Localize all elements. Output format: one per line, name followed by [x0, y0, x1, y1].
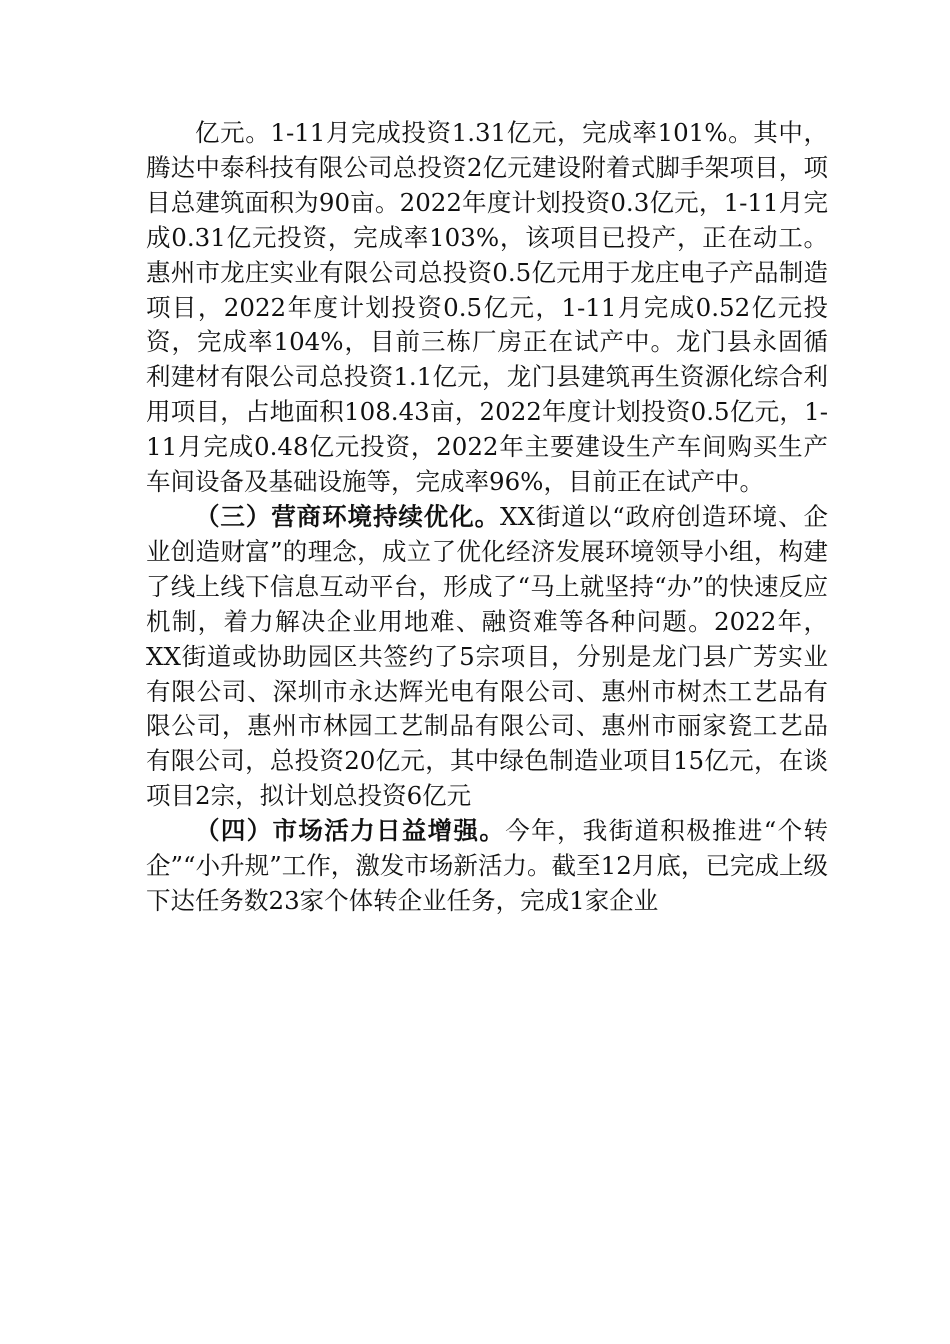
paragraph-text: 今年，我街道积极推进“个转企”“小升规”工作，激发市场新活力。截至12月底，已完成上级下达任务数23家个体转企业任务，完成1家企业	[146, 816, 828, 915]
paragraph-text: 亿元。1-11月完成投资1.31亿元，完成率101%。其中，腾达中泰科技有限公司总投资2亿元建设附着式脚手架项目，项目总建筑面积为90亩。2022年度计划投资0.3亿元，1-11月完成0.31亿元投资，完成率103%，该项目已投产，正在动工。惠州市龙庄实业有限公司总投资0.5亿元用于龙庄电子产品制造项目，2022年度计划投资0.5亿元，1-11月完成0.52亿元投资，完成率104%，目前三栋厂房正在试产中。龙门县永固循利建材有限公司总投资1.1亿元，龙门县建筑再生资源化综合利用项目，占地面积108.43亩，2022年度计划投资0.5亿元，1-11月完成0.48亿元投资，2022年主要建设生产车间购买生产车间设备及基础设施等，完成率96%，目前正在试产中。	[146, 118, 828, 497]
paragraph-heading: （三）营商环境持续优化。	[195, 501, 501, 531]
document-page	[146, 116, 828, 919]
paragraph-investment-projects	[146, 116, 828, 500]
paragraph-heading: （四）市场活力日益增强。	[195, 816, 506, 846]
paragraph-text: XX街道以“政府创造环境、企业创造财富”的理念，成立了优化经济发展环境领导小组，构建了线上线下信息互动平台，形成了“马上就坚持“办”的快速反应机制，着力解决企业用地难、融资难等各种问题。2022年，XX街道或协助园区共签约了5宗项目，分别是龙门县广芳实业有限公司、深圳市永达辉光电有限公司、惠州市树杰工艺品有限公司，惠州市林园工艺制品有限公司、惠州市丽家瓷工艺品有限公司，总投资20亿元，其中绿色制造业项目15亿元，在谈项目2宗，拟计划总投资6亿元	[146, 501, 828, 811]
paragraph-market-vitality	[146, 814, 828, 919]
paragraph-business-environment	[146, 500, 828, 814]
